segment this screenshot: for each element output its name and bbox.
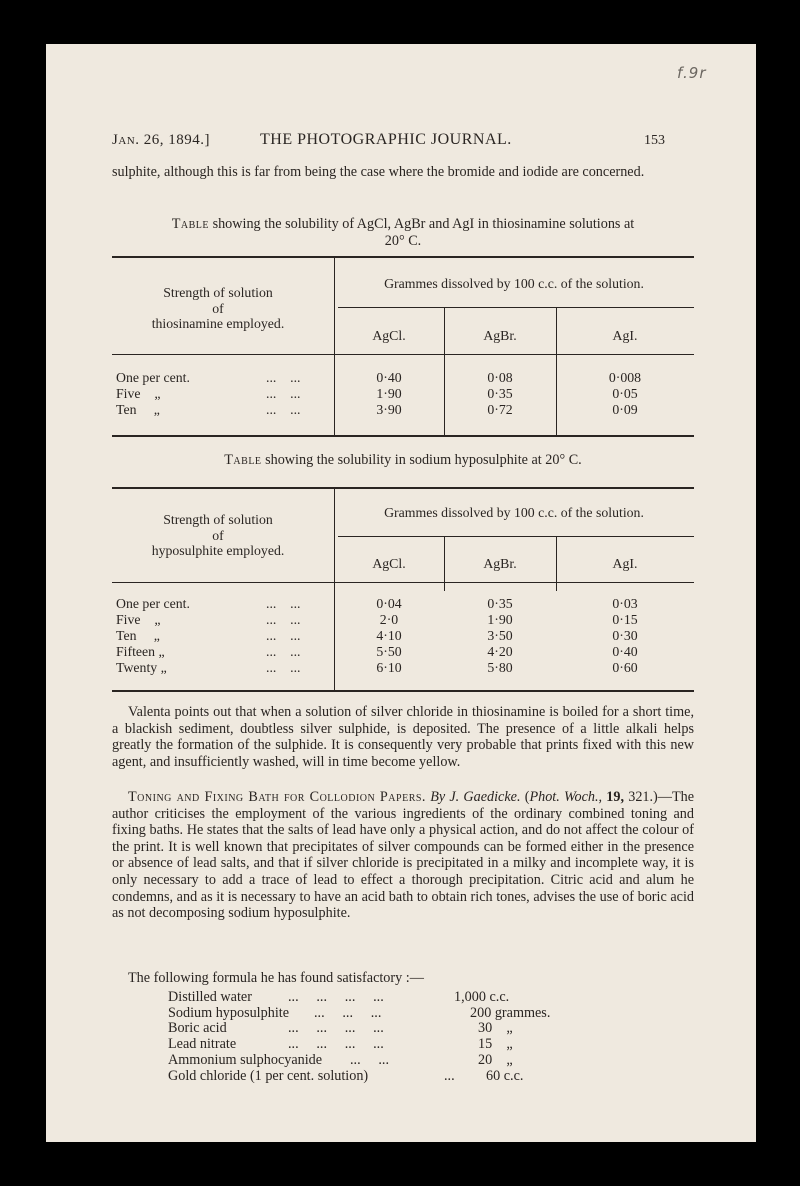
table2-cell: 0·15 bbox=[612, 612, 638, 627]
formula-dots: ... ... ... bbox=[314, 1005, 382, 1021]
formula-intro: The following formula he has found satisfactory :— bbox=[128, 970, 424, 986]
table2-caption-text: showing the solubility in sodium hyposulphite at 20° C. bbox=[261, 452, 582, 468]
table2-row-label: Ten „ bbox=[116, 628, 160, 643]
toning-ref-journal: Phot. Woch., bbox=[529, 789, 603, 805]
table1-cell: 1·90 bbox=[376, 386, 402, 401]
table1-cell: 3·90 bbox=[376, 402, 402, 417]
formula-ingredient: Lead nitrate bbox=[168, 1036, 237, 1052]
toning-body: —The author criticises the employment of the various ingredients of the ordinary combined toning and fixing baths. He states that the salts of lead have only a physical action, and do not affect the colour of the print. It is well known that precipitates of silver compounds can be formed either in the presence or absence of lead salts, and that if silver chloride is precipitated in a milky and incomplete way, it is only necessary to add a trace of lead to effect a thorough precipitation. Citric acid and alum he condemns, and as it is necessary to have an acid bath to obtain rich tones, advises the use of boric acid as not decomposing sodium hyposulphite. bbox=[112, 789, 695, 922]
table2-row-label: One per cent. bbox=[116, 596, 190, 611]
table2-cell: 2·0 bbox=[379, 612, 399, 627]
valenta-paragraph: Valenta points out that when a solution of silver chloride in thiosinamine is boiled for a short time, a blackish sediment, doubtless silver sulphide, is deposited. The presence of a little alkali helps greatly the formation of the sulphide. It is consequently very probable that prints fixed with this new agent, and insufficiently washed, will in time become yellow. bbox=[112, 704, 694, 770]
table1-caption-line2: 20° C. bbox=[384, 232, 422, 249]
formula-amount: 200 grammes. bbox=[470, 1005, 551, 1021]
table2-cell: 6·10 bbox=[376, 660, 402, 675]
toning-ref-page: 321.) bbox=[628, 789, 658, 805]
table1-cell: 0·40 bbox=[376, 370, 402, 385]
formula-dots: ... ... bbox=[350, 1052, 390, 1068]
table1-col-agi: AgI. bbox=[612, 328, 638, 343]
table1-cell: 0·09 bbox=[612, 402, 638, 417]
table1-col-agcl: AgCl. bbox=[372, 328, 406, 343]
table1-cell: 0·008 bbox=[608, 370, 642, 385]
toning-byline: By J. Gaedicke. bbox=[430, 789, 521, 805]
formula-dots: ... ... ... ... bbox=[288, 989, 384, 1005]
table1-caption-lead: Table bbox=[171, 216, 210, 232]
table1-cell: 0·08 bbox=[487, 370, 513, 385]
table1-group-header: Grammes dissolved by 100 c.c. of the solution. bbox=[384, 276, 644, 291]
table2-row-dots: ... ... bbox=[266, 596, 301, 611]
journal-page bbox=[46, 44, 756, 1142]
table1-row-header-line: Strength of solution bbox=[163, 285, 273, 300]
toning-ref-volume: 19, bbox=[606, 789, 625, 805]
table2-cell: 0·04 bbox=[376, 596, 402, 611]
formula-amount: 60 c.c. bbox=[486, 1068, 524, 1084]
formula-ingredient: Boric acid bbox=[168, 1020, 227, 1036]
formula-amount: 20 „ bbox=[478, 1052, 513, 1068]
table2-row-header-line: Strength of solution bbox=[163, 512, 273, 527]
table2-group-header: Grammes dissolved by 100 c.c. of the solution. bbox=[384, 505, 644, 520]
header-journal-title: THE PHOTOGRAPHIC JOURNAL. bbox=[260, 131, 512, 148]
table2-row-header-line: of bbox=[212, 527, 224, 543]
formula-dots: ... bbox=[444, 1068, 455, 1084]
table2-col-agbr: AgBr. bbox=[483, 556, 517, 571]
toning-paragraph bbox=[112, 789, 694, 922]
table2-cell: 3·50 bbox=[487, 628, 513, 643]
table2-caption-lead: Table bbox=[224, 452, 262, 468]
table2-row-label: Twenty „ bbox=[116, 660, 167, 675]
header-date: Jan. 26, 1894.] bbox=[112, 132, 210, 148]
table2-cell: 0·35 bbox=[487, 596, 513, 611]
table2-row-dots: ... ... bbox=[266, 628, 301, 643]
table2-row-label: Five „ bbox=[116, 612, 161, 627]
table2-row-dots: ... ... bbox=[266, 612, 301, 627]
table1-cell: 0·35 bbox=[487, 386, 513, 401]
table2-cell: 0·40 bbox=[612, 644, 638, 659]
formula-ingredient: Sodium hyposulphite bbox=[168, 1005, 289, 1021]
table2-row-label: Fifteen „ bbox=[116, 644, 165, 659]
table2-cell: 1·90 bbox=[487, 612, 513, 627]
table2-col-agi: AgI. bbox=[612, 556, 638, 571]
header-page-number: 153 bbox=[644, 133, 665, 148]
formula-amount: 1,000 c.c. bbox=[454, 989, 510, 1005]
table1-row-header-line: thiosinamine employed. bbox=[151, 316, 285, 332]
table1-caption-text: showing the solubility of AgCl, AgBr and AgI in thiosinamine solutions at bbox=[209, 216, 635, 232]
table2-cell: 5·80 bbox=[487, 660, 513, 675]
table2-row-dots: ... ... bbox=[266, 660, 301, 675]
pencil-folio-annotation: f.9r bbox=[677, 64, 707, 82]
table1-row-header-line: of bbox=[212, 300, 224, 316]
table2-cell: 0·03 bbox=[612, 596, 638, 611]
table2-cell: 4·10 bbox=[376, 628, 402, 643]
table1-row-dots: ... ... bbox=[266, 386, 301, 401]
toning-title: Toning and Fixing Bath for Collodion Papers. bbox=[128, 789, 426, 805]
formula-amount: 15 „ bbox=[478, 1036, 513, 1052]
formula-ingredient: Distilled water bbox=[168, 989, 252, 1005]
table1-col-agbr: AgBr. bbox=[483, 328, 517, 343]
intro-paragraph: sulphite, although this is far from being the case where the bromide and iodide are concerned. bbox=[112, 164, 645, 180]
table1-cell: 0·72 bbox=[487, 402, 513, 417]
toning-ref-open: ( bbox=[524, 789, 530, 805]
table1-cell: 0·05 bbox=[612, 386, 638, 401]
table1-row-dots: ... ... bbox=[266, 402, 301, 417]
table1-row-label: One per cent. bbox=[116, 370, 190, 385]
table2-cell: 0·60 bbox=[612, 660, 638, 675]
table2-cell: 5·50 bbox=[376, 644, 402, 659]
table2-col-agcl: AgCl. bbox=[372, 556, 406, 571]
table1-caption bbox=[112, 216, 694, 250]
formula-ingredient: Gold chloride (1 per cent. solution) bbox=[168, 1068, 369, 1084]
table2-caption bbox=[112, 452, 694, 469]
table2-row-dots: ... ... bbox=[266, 644, 301, 659]
formula-dots: ... ... ... ... bbox=[288, 1036, 384, 1052]
table1-row-label: Five „ bbox=[116, 386, 161, 401]
formula-ingredient: Ammonium sulphocyanide bbox=[168, 1052, 323, 1068]
table2-cell: 0·30 bbox=[612, 628, 638, 643]
table1-row-dots: ... ... bbox=[266, 370, 301, 385]
table1-row-label: Ten „ bbox=[116, 402, 160, 417]
formula-dots: ... ... ... ... bbox=[288, 1020, 384, 1036]
table2-cell: 4·20 bbox=[487, 644, 513, 659]
table2-row-header bbox=[112, 512, 324, 559]
formula-amount: 30 „ bbox=[478, 1020, 513, 1036]
table1-row-header bbox=[112, 285, 324, 332]
table2-row-header-line: hyposulphite employed. bbox=[151, 543, 285, 559]
